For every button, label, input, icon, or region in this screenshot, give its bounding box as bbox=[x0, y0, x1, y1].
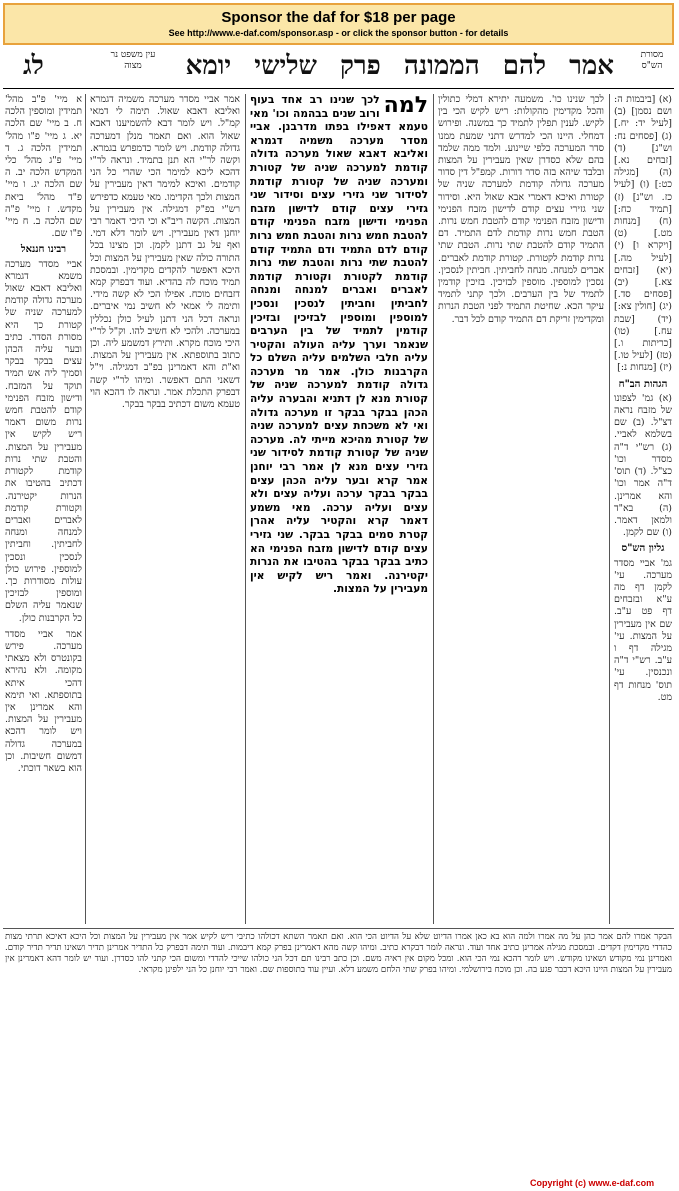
bottom-commentary bbox=[5, 932, 672, 1172]
tosafot-text: אמר אביי מסדר מערכה משמיה דגמרא ואליבא דאבא שאול. תימה לי דמאי קמ"ל. ויש לומר דבא להשמיענו דאבא שאול הוא. ואם תאמר מנלן דמערכה גדולה קודמת. ויש לומר כדמפרש בגמרא. וקשה לר"י הא תנן בתמיד. ונראה לר"י דהכא ליכא למימר הכי שהרי כל הני קודמים. ואיכא למימר דאין מעבירין על המצות ולכך הקדימו. מאי טעמא כדפירש רש"י בפ"ק דמגילה. אין מעבירין על המצות. הקשה ריב"א וכי היכי דאמר רבי יוחנן דאין מעבירין. ויש לומר דלא דמי. ואף על גב דתנן לקמן. וכן מצינו בכל התורה כולה שאין מעבירין על המצות וכל היכא דאפשר להקדים מקדימין. ובמסכת תמיד מוכח לה בהדיא. ועוד דבפרק קמא דזבחים מוכח. אפילו הכי לא קשה מידי. ותימה לי אמאי לא חשיב נמי איברים. ונראה דכל הני דתנן לעיל כולן נכללין במערכה. ולהכי לא חשיב להו. וק"ל לר"י היכי מוכח מקרא. ותירץ דמשמע ליה. וכן כתוב בתוספתא. אין מעבירין על המצות. וא"ת והא דאמרינן בפ"ב דמגילה. וי"ל דשאני התם דאפשר. ומיהו לר"י קשה דבפרק התכלת אמר. ונראה לו דהכא הוי טעמא משום דכתיב בבקר בבקר. bbox=[90, 94, 240, 411]
hagahot-label: הגהות הב"ח bbox=[618, 378, 668, 390]
header-rule bbox=[3, 88, 674, 89]
header-margin-label-right: מסורת הש"ס bbox=[640, 50, 664, 71]
ein-mishpat-text: א מיי' פ"ב מהל' תמידין ומוספין הלכה ח. ב מיי' שם הלכה יא. ג מיי' פ"ו מהל' תמידין הלכה ג. ד מיי' פ"ג מהל' כלי המקדש הלכה יב. ה שם הלכה יג. ו מיי' פ"ד מהל' ביאת מקדש. ז מיי' פ"ה שם הלכה ב. ח מיי' פ"ו שם. bbox=[5, 94, 82, 240]
gemara-text: לכך שנינו רב אחד בעוף ורוב שנים בבהמה וכו' מאי טעמא דאפילו בפתו מדרבנן. אביי מסדר מערכה משמיה דגמרא ואליבא דאבא שאול מערכה גדולה קודמת למערכה שניה של קטורת ומערכה שניה של קטורת קודמת לסידור שני גזירי עצים וסידור שני גזירי עצים קודם לדישון מזבח הפנימי ודישון מזבח הפנימי קודם להטבת חמש נרות והטבת חמש נרות קודם לדם התמיד ודם התמיד קודם להטבת שתי נרות והטבת שתי נרות קודמת לקטורת וקטורת קודמת לאברים ואברים למנחה ומנחה לחביתין וחביתין לנסכין ונסכין למוספין ומוספין לבזיכין ובזיכין קודמין לתמיד של בין הערבים שנאמר וערך עליה העולה והקטיר עליה חלבי השלמים עליה השלם כל הקרבנות כולן. אמר מר מערכה גדולה קודמת למערכה שניה של קטורת מנא לן דתניא והבערה עליה הכהן בבקר בבקר זו מערכה גדולה ואי לא משכחת עצים למערכה שניה של קטורת מהיכא מייתי לה. מערכה שניה של קטורת קודמת לסידור שני גזירי עצים מנא לן אמר רבי יוחנן אמר קרא ובער עליה הכהן עצים בבקר בבקר ערכה ועליה עצים ולא עצים ועליה ערכה. מאי משמע דאמר קרא והקטיר עליה אהרן קטרת סמים בבקר בבקר. שני גזירי עצים קודם לדישון מזבח הפנימי הא כתיב בבקר בבקר בהטיבו את הנרות יקטירנה. ואמר ריש לקיש אין מעבירין על המצות. bbox=[250, 94, 428, 596]
sponsor-banner[interactable] bbox=[3, 3, 674, 45]
right-margin-column bbox=[614, 94, 672, 924]
left-margin-column bbox=[5, 94, 82, 924]
rabbenu-chananel-label: רבינו חננאל bbox=[20, 244, 67, 256]
tosafot-column bbox=[90, 94, 240, 924]
gilyon-text: גמ' אביי מסדר מערכה. עי' לקמן דף מה ע"א ובזבחים דף פט ע"ב. שם אין מעבירין על המצות. עי' מגילה דף ו ע"ב. רש"י ד"ה ונכנסין. עי' תוס' מנחות דף מט. bbox=[614, 557, 672, 703]
sponsor-subtitle[interactable]: See http://www.e-daf.com/sponsor.asp - or click the sponsor button - for details bbox=[168, 28, 509, 38]
page-title: אמר להם הממונה פרק שלישי יומא bbox=[185, 51, 614, 81]
masoret-hashas-text: (א) [ביבמות ה: ושם נסמן] (ב) [לעיל יד: יח.] (ג) [פסחים נח: וש"נ] (ד) [זבחים נא.] (ה) [מגילה כט:] (ו) [לעיל כז. וש"נ] (ז) [תמיד כח:] (ח) [מנחות מט.] (ט) [ויקרא ו] (י) [לעיל מה.] (יא) [זבחים צא.] (יב) [פסחים סד.] (יג) [חולין צא:] (יד) [שבת עח.] (טו) [כריתות ו.] (טז) [לעיל טו.] (יז) [מנחות נ:] bbox=[614, 94, 672, 374]
gilyon-label: גליון הש"ס bbox=[621, 543, 665, 555]
talmud-page bbox=[3, 48, 674, 1176]
column-divider bbox=[245, 94, 246, 924]
rabbenu-chananel-text: אביי מסדר מערכה משמא דגמרא ואליבא דאבא שאול מערכה גדולה קודמת למערכה שניה של קטורת כך היא מסורת הסדר. כתיב ובער עליה הכהן עצים בבקר בבקר וסמיך ליה אש תמיד תוקד על המזבח. ודישון מזבח הפנימי קודם להטבת חמש נרות משום דאמר ריש לקיש אין מעבירין על המצות. והטבת שתי נרות קודמת לקטורת דכתיב בהטיבו את הנרות יקטירנה. וקטורת קודמת לאברים ואברים למנחה ומנחה לחביתין. וחביתין לנסכין ונסכין למוספין. פירוש כולן עולות מסודרות כך. ומוספין לבזיכין שנאמר עליה השלם כל הקרבנות כולן. bbox=[5, 258, 82, 624]
header-margin-label-left: עין משפט נר מצוה bbox=[110, 50, 156, 71]
gemara-column bbox=[250, 94, 428, 924]
sponsor-title[interactable]: Sponsor the daf for $18 per page bbox=[221, 9, 456, 26]
page-header bbox=[3, 48, 674, 88]
column-divider bbox=[433, 94, 434, 924]
bottom-commentary-text: הבקר אמרו להם אמר כהן על מה אמרו ולמה הוא בא כאן אמרו הדיוט שלא על הדיוט הכי הוא. ואם תאמר השתא דכולהו כתיבי ריש לקיש אמר אין מעבירין על המצות וכל היכא דאיכא תרתי מצות כהדדי מקדימין דקדים. ובמסכת מגילה אמרינן כתיב אחד ועוד. ונראה לומר דבקרא כתיב. ומיהו קשה מהא דאמרינן בפרק קמא דיבמות. ועוד תימה דבפרק כל התדיר אמרינן תדיר ושאינו תדיר תדיר קודם. ואמרינן נמי מקודש ושאינו מקודש. ויש לומר דהכא נמי הכי הוא. ומכל מקום אין ראיה משם. וכן כתב רבינו תם דכל הני כולהו שייכי להדדי ומשום הכי קתני להו כסדרן. ועוד יש לומר דהא דאמרינן אין מעבירין על המצות היינו היכא דכבר פגע בה. וכן מוכח בירושלמי. ומיהו בפרק שתי הלחם משמע דלא. ועיין עוד בתוספות שם. ואמר רבי יוחנן כל הני ילפינן מקראי. bbox=[5, 932, 672, 975]
hagahot-text: (א) גמ' לצפונו של מזבח נראה דצ"ל. (ב) שם בשלמא לאביי. (ג) רש"י ד"ה מסדר וכו' כצ"ל. (ד) תוס' ד"ה אמר וכו' והא אמרינן. (ה) בא"ד ולמאן דאמר. (ו) שם לקמן. bbox=[614, 392, 672, 539]
tosafot-yeshanim-text: אמר אביי מסדר מערכה. פירש בקונטרס ולא מצאתי מקומה. ולא נהירא דהכי איתא בתוספתא. ואי תימא והא אמרינן אין מעבירין על המצות. ויש לומר דהכא במערכה גדולה דמשום חשיבות. וכן הוא בשאר דוכתי. bbox=[5, 628, 82, 774]
rashi-column bbox=[438, 94, 604, 924]
rashi-text: לכך שנינו כו'. משמעה יתירא דמלי כתולין והכל מקדימין מהקולות: ריש לקיש הכי בין לקיש. לענין תפלין לתמיד כך במשנה. ופירוש דמחלי. היינו הכי למדרש דתני שמעת ממנו סדר המערכה כלפי שיינוע. ולמד ממה שלמד בהם שלא כסדרן שאין מעבירין על המצות ובלבד שיהא בזה סדר דורות. קמפ"ל דין סדור מערכה גדולה קודמת למערכה שניה של קטורת ואיכא דאמרי אבא שאול היא. וסידור שני גזירי עצים קודם לדישון מזבח הפנימי ודישון מזבח הפנימי קודם להטבת חמש נרות. הטבת חמש נרות קודמת לדם התמיד. דם התמיד קודם להטבת שתי נרות. הטבת שתי נרות קודמת לקטורת. קטורת קודמת לאברים. אברים למנחה. מנחה לחביתין. חביתין לנסכין. נסכין למוספין. מוספין לבזיכין. בזיכין קודמין לתמיד של בין הערבים. ולכך קתני לתמיד עיקר הכא. שחיטת התמיד לפני הטבת הנרות ומקדימין זריקת דם התמיד קודם לכל דבר. bbox=[438, 94, 604, 325]
column-divider bbox=[85, 94, 86, 924]
gemara-intro-word: למה bbox=[383, 94, 428, 118]
column-divider bbox=[609, 94, 610, 924]
copyright-notice[interactable]: Copyright (c) www.e-daf.com bbox=[530, 1178, 655, 1188]
footer-rule bbox=[3, 928, 674, 929]
folio-number: לג bbox=[23, 51, 44, 81]
